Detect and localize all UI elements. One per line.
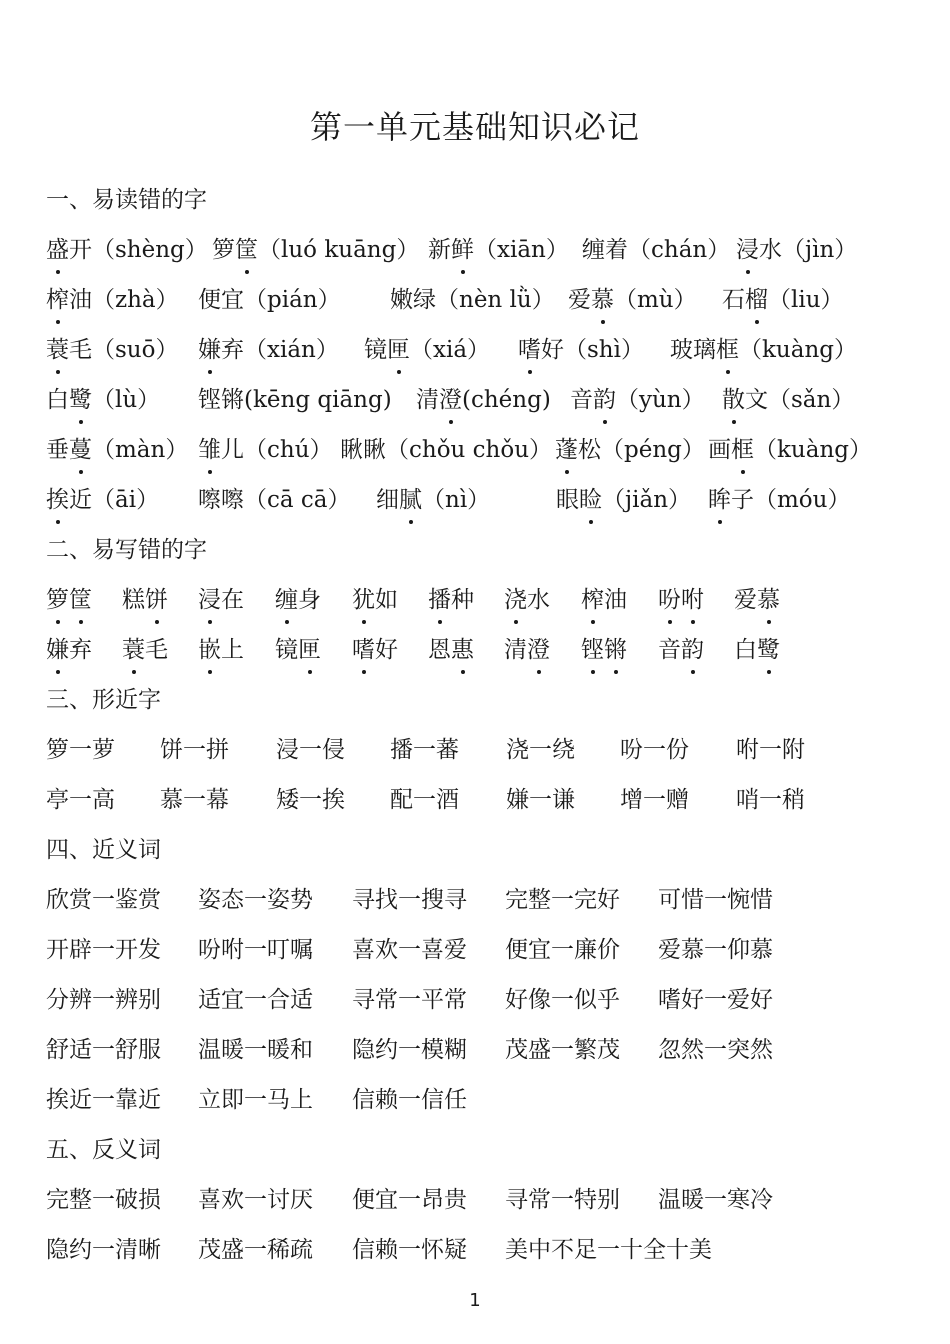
word-char: 绿 [413, 287, 436, 313]
pinyin: （kuàng） [754, 437, 872, 463]
word-pair: 爱慕一仰慕 [658, 937, 773, 963]
emphasis-char: 吩 [658, 580, 681, 620]
pinyin: （cā cā） [244, 487, 351, 513]
word-entry [416, 380, 551, 420]
emphasis-char: 饼 [145, 580, 168, 620]
pinyin: (kēng qiāng) [244, 387, 392, 413]
word-entry [46, 580, 92, 620]
pinyin: （péng） [601, 437, 705, 463]
word-char: 嚓 [198, 487, 221, 513]
pinyin: （nèn lǜ） [436, 287, 555, 313]
word-char: 白 [734, 637, 757, 663]
word-pair: 挨近一靠近 [46, 1087, 161, 1113]
emphasis-char: 蓑 [122, 630, 145, 670]
pinyin: (chéng) [462, 387, 551, 413]
emphasis-char: 嫌 [198, 330, 221, 370]
word-pair: 浇一绕 [506, 737, 575, 763]
word-entry [556, 480, 691, 520]
word-char: 油 [69, 287, 92, 313]
word-char: 好 [541, 337, 564, 363]
word-pair: 哨一稍 [736, 787, 805, 813]
pinyin: （zhà） [92, 287, 179, 313]
word-char: 水 [527, 587, 550, 613]
word-char: 弃 [69, 637, 92, 663]
word-pair: 姿态一姿势 [198, 887, 313, 913]
word-char: 音 [570, 387, 593, 413]
word-entry [275, 630, 321, 670]
word-entry [352, 580, 398, 620]
word-entry [46, 630, 92, 670]
word-entry [504, 630, 550, 670]
pinyin: （pián） [244, 287, 341, 313]
emphasis-char: 咐 [681, 580, 704, 620]
word-pair: 嗜好一爱好 [658, 987, 773, 1013]
pinyin: （suō） [92, 337, 179, 363]
emphasis-char: 匣 [387, 330, 410, 370]
emphasis-char: 嫌 [46, 630, 69, 670]
word-char: 眼 [556, 487, 579, 513]
word-pair: 美中不足一十全十美 [505, 1237, 712, 1263]
word-entry [198, 430, 333, 470]
word-char: 垂 [46, 437, 69, 463]
emphasis-char: 蓬 [555, 430, 578, 470]
word-char: 画 [708, 437, 731, 463]
word-entry [722, 380, 854, 420]
word-pair: 浸一侵 [276, 737, 345, 763]
word-pair: 完整一破损 [46, 1187, 161, 1213]
word-entry [198, 380, 392, 420]
word-entry [708, 480, 850, 520]
pinyin: （màn） [92, 437, 189, 463]
word-char: 瞅 [340, 437, 363, 463]
word-char: 上 [221, 637, 244, 663]
emphasis-char: 播 [428, 580, 451, 620]
word-entry [122, 630, 168, 670]
word-pair: 适宜一合适 [198, 987, 313, 1013]
word-entry [275, 580, 321, 620]
word-pair: 好像一似乎 [505, 987, 620, 1013]
word-entry [46, 480, 159, 520]
word-pair: 饼一拼 [160, 737, 229, 763]
emphasis-char: 挨 [46, 480, 69, 520]
emphasis-char: 睑 [579, 480, 602, 520]
word-char: 新 [428, 237, 451, 263]
word-entry [46, 230, 208, 270]
word-char: 锵 [221, 387, 244, 413]
section-heading: 五、反义词 [46, 1137, 161, 1163]
emphasis-char: 框 [731, 430, 754, 470]
word-pair: 分辨一辨别 [46, 987, 161, 1013]
pinyin: （xián） [244, 337, 339, 363]
word-char: 石 [722, 287, 745, 313]
word-char: 开 [69, 237, 92, 263]
emphasis-char: 浸 [736, 230, 759, 270]
word-entry [390, 280, 555, 320]
word-char: 细 [376, 487, 399, 513]
pinyin: （chǒu chǒu） [386, 437, 553, 463]
pinyin: （āi） [92, 487, 160, 513]
emphasis-char: 框 [716, 330, 739, 370]
word-pair: 播一蕃 [390, 737, 459, 763]
word-char: 音 [658, 637, 681, 663]
pinyin: （nì） [422, 487, 491, 513]
pinyin: （jiǎn） [602, 487, 692, 513]
word-char: 子 [731, 487, 754, 513]
word-pair: 吩一份 [620, 737, 689, 763]
emphasis-char: 鹭 [757, 630, 780, 670]
word-char: 宜 [221, 287, 244, 313]
emphasis-char: 筐 [69, 580, 92, 620]
pinyin: （móu） [754, 487, 851, 513]
pinyin: （shèng） [92, 237, 208, 263]
emphasis-char: 锵 [604, 630, 627, 670]
word-entry [734, 580, 780, 620]
word-pair: 慕一幕 [160, 787, 229, 813]
pinyin: （luó kuāng） [258, 237, 420, 263]
word-char: 水 [759, 237, 782, 263]
word-pair: 温暖一寒冷 [658, 1187, 773, 1213]
emphasis-char: 榨 [46, 280, 69, 320]
pinyin: （yùn） [616, 387, 705, 413]
pinyin: （mù） [614, 287, 697, 313]
word-pair: 亭一高 [46, 787, 115, 813]
emphasis-char: 嗜 [518, 330, 541, 370]
emphasis-char: 散 [722, 380, 745, 420]
word-pair: 矮一挨 [276, 787, 345, 813]
word-char: 身 [298, 587, 321, 613]
emphasis-char: 榴 [745, 280, 768, 320]
word-entry [736, 230, 857, 270]
word-pair: 寻常一特别 [505, 1187, 620, 1213]
word-pair: 箩一萝 [46, 737, 115, 763]
emphasis-char: 蔓 [69, 430, 92, 470]
word-entry [212, 230, 419, 270]
word-entry [428, 580, 474, 620]
word-char: 油 [604, 587, 627, 613]
word-char: 璃 [693, 337, 716, 363]
section-heading: 一、易读错的字 [46, 187, 207, 213]
word-pair: 隐约一模糊 [352, 1037, 467, 1063]
word-entry [46, 330, 178, 370]
word-char: 儿 [221, 437, 244, 463]
emphasis-char: 嵌 [198, 630, 221, 670]
word-entry [46, 280, 179, 320]
word-char: 镜 [364, 337, 387, 363]
emphasis-char: 嗜 [352, 630, 375, 670]
word-pair: 喜欢一喜爱 [352, 937, 467, 963]
emphasis-char: 韵 [593, 380, 616, 420]
section-heading: 三、形近字 [46, 687, 161, 713]
pinyin: （xiān） [474, 237, 569, 263]
emphasis-char: 榨 [581, 580, 604, 620]
emphasis-char: 缠 [275, 580, 298, 620]
pinyin: （sǎn） [768, 387, 855, 413]
word-entry [352, 630, 398, 670]
page-number: 1 [469, 1290, 481, 1311]
word-pair: 喜欢一讨厌 [198, 1187, 313, 1213]
emphasis-char: 眸 [708, 480, 731, 520]
word-entry [722, 280, 844, 320]
word-pair: 配一酒 [390, 787, 459, 813]
word-pair: 便宜一廉价 [505, 937, 620, 963]
word-entry [582, 230, 730, 270]
word-pair: 舒适一舒服 [46, 1037, 161, 1063]
word-entry [581, 630, 627, 670]
section-heading: 四、近义词 [46, 837, 161, 863]
word-char: 嚓 [221, 487, 244, 513]
word-entry [568, 280, 697, 320]
word-pair: 欣赏一鉴赏 [46, 887, 161, 913]
emphasis-char: 韵 [681, 630, 704, 670]
pinyin: （chú） [244, 437, 333, 463]
word-entry [198, 580, 244, 620]
word-entry [122, 580, 168, 620]
word-char: 毛 [145, 637, 168, 663]
page-title: 第一单元基础知识必记 [309, 108, 640, 146]
emphasis-char: 慕 [757, 580, 780, 620]
word-char: 弃 [221, 337, 244, 363]
word-entry [658, 630, 704, 670]
word-char: 如 [375, 587, 398, 613]
emphasis-char: 盛 [46, 230, 69, 270]
emphasis-char: 铿 [581, 630, 604, 670]
emphasis-char: 蓑 [46, 330, 69, 370]
emphasis-char: 箩 [46, 580, 69, 620]
emphasis-char: 惠 [451, 630, 474, 670]
word-char: 爱 [568, 287, 591, 313]
word-char: 恩 [428, 637, 451, 663]
word-entry [555, 430, 705, 470]
emphasis-char: 浸 [198, 580, 221, 620]
emphasis-char: 腻 [399, 480, 422, 520]
word-entry [198, 480, 351, 520]
word-pair: 寻找一搜寻 [352, 887, 467, 913]
word-entry [518, 330, 644, 370]
pinyin: （liu） [768, 287, 844, 313]
word-entry [46, 430, 188, 470]
word-char: 着 [605, 237, 628, 263]
word-entry [428, 230, 569, 270]
emphasis-char: 雏 [198, 430, 221, 470]
emphasis-char: 匣 [298, 630, 321, 670]
word-pair: 增一赠 [620, 787, 689, 813]
emphasis-char: 鲜 [451, 230, 474, 270]
word-char: 缠 [582, 237, 605, 263]
word-char: 白 [46, 387, 69, 413]
word-char: 便 [198, 287, 221, 313]
emphasis-char: 筐 [235, 230, 258, 270]
word-pair: 忽然一突然 [658, 1037, 773, 1063]
word-entry [708, 430, 872, 470]
pinyin: （lù） [92, 387, 161, 413]
word-char: 清 [504, 637, 527, 663]
pinyin: （jìn） [782, 237, 858, 263]
word-char: 糕 [122, 587, 145, 613]
word-entry [376, 480, 490, 520]
pinyin: （xiá） [410, 337, 491, 363]
word-pair: 茂盛一稀疏 [198, 1237, 313, 1263]
pinyin: （chán） [628, 237, 731, 263]
word-char: 瞅 [363, 437, 386, 463]
word-pair: 可惜一惋惜 [658, 887, 773, 913]
word-char: 清 [416, 387, 439, 413]
word-pair: 温暖一暖和 [198, 1037, 313, 1063]
word-pair: 寻常一平常 [352, 987, 467, 1013]
word-pair: 开辟一开发 [46, 937, 161, 963]
word-pair: 咐一附 [736, 737, 805, 763]
word-pair: 吩咐一叮嘱 [198, 937, 313, 963]
word-pair: 立即一马上 [198, 1087, 313, 1113]
word-pair: 隐约一清晰 [46, 1237, 161, 1263]
word-char: 近 [69, 487, 92, 513]
word-entry [428, 630, 474, 670]
word-entry [198, 630, 244, 670]
word-char: 文 [745, 387, 768, 413]
emphasis-char: 慕 [591, 280, 614, 320]
word-pair: 完整一完好 [505, 887, 620, 913]
word-char: 好 [375, 637, 398, 663]
word-entry [364, 330, 490, 370]
word-char: 种 [451, 587, 474, 613]
emphasis-char: 浇 [504, 580, 527, 620]
word-pair: 信赖一信任 [352, 1087, 467, 1113]
word-pair: 信赖一怀疑 [352, 1237, 467, 1263]
word-entry [46, 380, 160, 420]
word-entry [504, 580, 550, 620]
emphasis-char: 犹 [352, 580, 375, 620]
word-char: 爱 [734, 587, 757, 613]
word-char: 毛 [69, 337, 92, 363]
word-char: 镜 [275, 637, 298, 663]
emphasis-char: 澄 [527, 630, 550, 670]
word-entry [198, 330, 339, 370]
pinyin: （shì） [564, 337, 644, 363]
word-pair: 便宜一昂贵 [352, 1187, 467, 1213]
section-heading: 二、易写错的字 [46, 537, 207, 563]
word-char: 松 [578, 437, 601, 463]
word-char: 箩 [212, 237, 235, 263]
word-entry [658, 580, 704, 620]
word-entry [340, 430, 552, 470]
word-entry [198, 280, 341, 320]
word-pair: 茂盛一繁茂 [505, 1037, 620, 1063]
pinyin: （kuàng） [739, 337, 857, 363]
word-char: 在 [221, 587, 244, 613]
word-char: 嫩 [390, 287, 413, 313]
word-char: 玻 [670, 337, 693, 363]
emphasis-char: 鹭 [69, 380, 92, 420]
word-pair: 嫌一谦 [506, 787, 575, 813]
emphasis-char: 澄 [439, 380, 462, 420]
word-entry [570, 380, 705, 420]
word-char: 铿 [198, 387, 221, 413]
word-entry [670, 330, 857, 370]
word-entry [734, 630, 780, 670]
word-entry [581, 580, 627, 620]
